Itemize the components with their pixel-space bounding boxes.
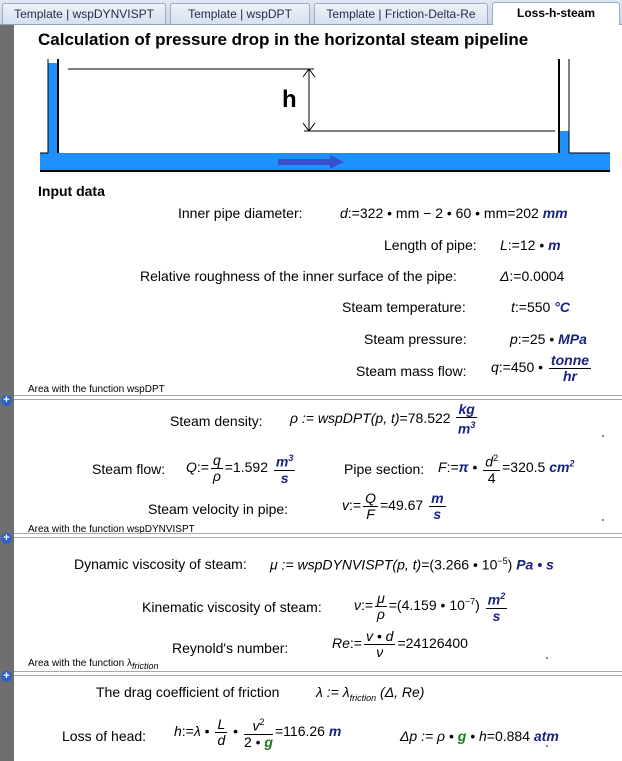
expand-area-friction-icon[interactable]: + — [1, 671, 12, 682]
region-marker — [602, 519, 604, 521]
head-formula[interactable]: h:=λ • $\frac{L}{d}$ • $\frac{v^2}{2 • g}$ =116.26 m — [174, 715, 342, 750]
area-divider-friction[interactable] — [14, 671, 622, 676]
area-divider-dpt[interactable] — [14, 395, 622, 400]
tab-template-wspdpt[interactable] — [170, 3, 310, 24]
density-label: Steam density: — [170, 413, 263, 429]
length-formula[interactable]: L:=12 • m — [500, 237, 561, 253]
temperature-label: Steam temperature: — [342, 299, 466, 315]
massflow-formula[interactable]: q:=450 • $\frac{\text{tonne}}{hr}$ — [491, 352, 590, 384]
height-label: h — [282, 86, 297, 113]
head-label: Loss of head: — [62, 728, 147, 744]
section-label: Pipe section: — [344, 461, 425, 477]
area-label-dynvis: Area with the function wspDYNVISPT — [28, 524, 195, 535]
tab-bar — [0, 0, 622, 25]
dyn-visc-label: Dynamic viscosity of steam: — [74, 556, 247, 572]
length-label: Length of pipe: — [384, 237, 477, 253]
kin-visc-label: Kinematic viscosity of steam: — [142, 599, 322, 615]
temperature-formula[interactable]: t:=550 °C — [511, 299, 570, 315]
left-ruler — [0, 25, 14, 761]
left-water-column — [48, 63, 58, 153]
reynolds-label: Reynold's number: — [172, 640, 289, 656]
tab-template-friction[interactable] — [314, 3, 488, 24]
area-label-dpt: Area with the function wspDPT — [28, 384, 165, 395]
roughness-formula[interactable]: Δ:=0.0004 — [500, 268, 565, 284]
roughness-label: Relative roughness of the inner surface of the pipe: — [140, 268, 457, 284]
diameter-formula[interactable]: d:=322 • mm − 2 • 60 • mm=202 mm — [340, 205, 568, 221]
tab-label: Template | Friction-Delta-Re — [326, 7, 476, 21]
pipeline-diagram — [14, 25, 622, 185]
massflow-label: Steam mass flow: — [356, 363, 467, 379]
tab-loss-h-steam[interactable] — [492, 2, 620, 25]
kin-visc-formula[interactable]: ν:= $\frac{\mu}{\rho}$ =(4.159 • $10^{-7}$) $\frac{m^2}{s}$ — [354, 589, 506, 624]
expand-area-dpt-icon[interactable]: + — [1, 395, 12, 406]
density-formula[interactable]: ρ := wspDPT(p, t)=78.522 $\frac{kg}{m^3}$ — [290, 401, 476, 437]
region-marker — [602, 435, 604, 437]
velocity-label: Steam velocity in pipe: — [148, 501, 289, 517]
diameter-label: Inner pipe diameter: — [178, 205, 303, 221]
region-marker — [546, 745, 548, 747]
tab-label: Loss-h-steam — [516, 6, 596, 20]
tab-label: Template | wspDYNVISPT — [14, 7, 154, 21]
region-marker — [546, 657, 548, 659]
drag-formula[interactable]: λ := $\lambda_{friction}$ (Δ, Re) — [316, 684, 425, 703]
expand-area-dynvis-icon[interactable]: + — [1, 533, 12, 544]
flow-formula[interactable]: Q:= $\frac{q}{\rho}$ =1.592 $\frac{m^3}{s}$ — [186, 451, 294, 486]
input-data-heading: Input data — [38, 183, 105, 199]
tab-template-wspdynvispt[interactable] — [2, 3, 166, 24]
drag-label: The drag coefficient of friction — [96, 684, 280, 700]
dyn-visc-formula[interactable]: μ := wspDYNVISPT(p, t)=(3.266 • $10^{-5}$) Pa • s — [270, 556, 554, 573]
velocity-formula[interactable]: v:= $\frac{Q}{F}$ =49.67 $\frac{m}{s}$ — [342, 490, 444, 522]
page-title: Calculation of pressure drop in the horizontal steam pipeline — [38, 30, 529, 49]
right-water-column — [559, 131, 569, 153]
tab-label: Template | wspDPT — [188, 7, 292, 21]
reynolds-formula[interactable]: Re:= $\frac{v • d}{\nu}$ =24126400 — [332, 628, 468, 660]
pressure-formula[interactable]: p:=25 • MPa — [510, 331, 587, 347]
section-formula[interactable]: F:=π • $\frac{d^2}{4}$ =320.5 $cm^2$ — [438, 453, 575, 486]
pressure-drop-formula[interactable]: Δp := ρ • g • h=0.884 atm — [400, 728, 559, 744]
area-divider-dynvis[interactable] — [14, 533, 622, 538]
pressure-label: Steam pressure: — [364, 331, 467, 347]
worksheet — [14, 25, 622, 761]
flow-label: Steam flow: — [92, 461, 166, 477]
area-label-friction: Area with the function $\lambda_{friction}$ — [28, 658, 159, 671]
